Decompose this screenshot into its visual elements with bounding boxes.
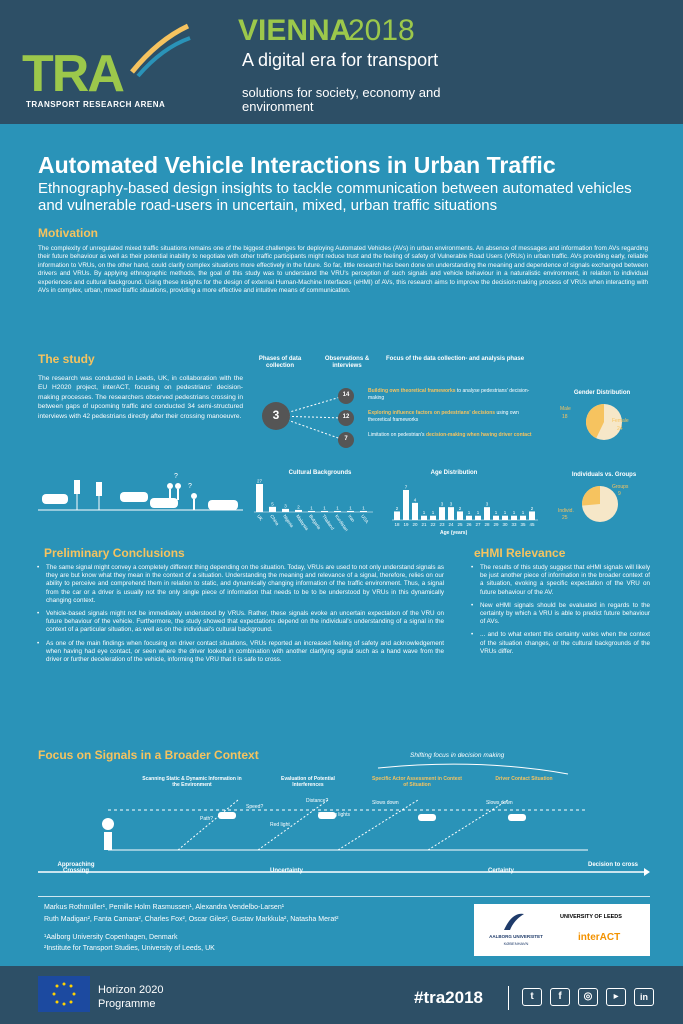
category-label: Kurdistan <box>334 513 350 533</box>
category-label: 45 <box>529 522 535 527</box>
cue-path: Path? <box>200 816 214 822</box>
bar <box>256 484 263 512</box>
programme-label: Programme <box>98 998 156 1010</box>
category-label: 22 <box>430 522 436 527</box>
street-scene-icon <box>38 470 248 520</box>
category-label: 27 <box>475 522 481 527</box>
groups-pie <box>580 484 630 524</box>
bar <box>347 511 354 512</box>
cue-slows-1: Slows down <box>372 800 399 806</box>
authors-line-2: Ruth Madigan², Fanta Camara², Charles Fox², Oscar Giles², Gustav Markkula², Natasha Merat² <box>44 916 339 923</box>
horizon-label: Horizon 2020 <box>98 984 164 996</box>
bar <box>502 516 508 520</box>
bar-value-label: 27 <box>256 478 263 484</box>
bar-value-label: 1 <box>512 510 516 516</box>
bar-value-label: 3 <box>449 501 453 507</box>
focus-shift-label: Shifting focus in decision making <box>410 752 505 759</box>
cue-speed: Speed? <box>246 804 264 810</box>
phase-row-3: Limitation on pedestrian's decision-making when having driver contact <box>368 432 532 438</box>
study-heading: The study <box>38 352 95 366</box>
age-chart-title: Age Distribution <box>430 470 478 476</box>
aau-name: AALBORG UNIVERSITET <box>489 934 543 939</box>
vienna-year: 2018 <box>348 14 415 47</box>
study-text: The research was conducted in Leeds, UK, in collaboration with the EU H2020 project, interACT, focusing on pedestrians' decision-making processes. The researchers observed pedestrians crossing in between gaps of upcoming traffic and conducted 34 semi-structured interviews with 42 pedestrians directly after their crossing manoeuvre. <box>38 375 243 420</box>
bar <box>529 511 535 520</box>
category-label: 35 <box>520 522 526 527</box>
bar-value-label: 2 <box>530 505 534 511</box>
category-label: 26 <box>466 522 472 527</box>
bar <box>269 507 276 512</box>
cue-distance: Distance? <box>306 798 329 804</box>
age-chart <box>392 478 542 534</box>
axis-uncertainty: Uncertainty <box>270 868 304 874</box>
gender-title: Gender Distribution <box>573 390 631 396</box>
category-label: 23 <box>439 522 445 527</box>
phase-row-1: Building own theoretical frameworks to analyse pedestrians' decision-making <box>368 388 530 401</box>
tra-swoosh-icon <box>128 20 192 80</box>
category-label: Thailand <box>321 513 336 531</box>
svg-text:?: ? <box>174 473 178 480</box>
bar <box>511 516 517 520</box>
affiliation-1: ¹Aalborg University Copenhagen, Denmark <box>44 934 178 941</box>
bar-value-label: 3 <box>284 503 287 509</box>
conclusion-item: • The same signal might convey a completely different thing depending on the situation. Today, VRUs are used to not only understand signals as they are but know what they mean in the context of a situation. Understanding the meaning and relevance of a signal, therefore, relies on our ability to perceive and comprehend them in relation to static, and dynamically changing information of the traffic environment. Thus, a signal from the car or a driver is usually not the only single piece of information that needs to be to be understood by VRUs in this dynamically changing context. <box>36 564 444 605</box>
category-label: 24 <box>448 522 454 527</box>
phases-col3: Focus of the data collection- and analysis phase <box>386 356 525 362</box>
bar-value-label: 1 <box>323 505 326 511</box>
conclusion-item: • As one of the main findings when focusing on driver contact situations, VRUs reported an increased feeling of safety and acknowledgement when having had eye contact, or seen where the driver looked in combination with another clarifying signal such as a hand wave from the driver or further deceleration of the vehicle, informing the VRU that it is safe to cross. <box>36 640 444 665</box>
gender-male-label: Male <box>560 406 571 412</box>
bar-value-label: 1 <box>431 510 435 516</box>
tra-subtitle: TRANSPORT RESEARCH ARENA <box>26 100 166 109</box>
stage-1: Scanning Static & Dynamic Information in the Environment <box>142 776 242 788</box>
indiv-label: Individ. <box>558 508 574 514</box>
bar-value-label: 2 <box>395 505 399 511</box>
category-label: UK <box>256 513 264 522</box>
bar <box>282 509 289 512</box>
bar <box>403 490 409 520</box>
category-label: Nigeria <box>282 513 295 529</box>
ehmi-item: • ... and to what extent this certainty varies when the context of the situation changes, or the cultural backgrounds of the VRUs differ. <box>470 631 650 656</box>
phase-n-2: 12 <box>342 414 350 420</box>
phases-col1: Phases of data collection <box>258 356 302 369</box>
age-xlabel: Age (years) <box>440 530 468 536</box>
axis-left: Approaching Crossing <box>57 862 95 874</box>
bar-value-label: 1 <box>336 505 339 511</box>
gender-female-value: 24 <box>617 426 623 432</box>
bar <box>520 516 526 520</box>
bar <box>493 516 499 520</box>
category-label: Iran <box>347 513 356 523</box>
vienna-wordmark: VIENNA <box>238 14 352 47</box>
category-label: Bulgaria <box>308 513 322 531</box>
bar-value-label: 1 <box>349 505 352 511</box>
category-label: USA <box>360 513 370 525</box>
bar <box>394 511 400 520</box>
bar-value-label: 1 <box>503 510 507 516</box>
affiliation-2: ²Institute for Transport Studies, University of Leeds, UK <box>44 945 215 952</box>
bar-value-label: 5 <box>271 501 274 507</box>
bar-value-label: 1 <box>494 510 498 516</box>
cue-slows-2: Slows down <box>486 800 513 806</box>
bar <box>448 507 454 520</box>
divider <box>38 896 650 897</box>
culture-chart <box>252 478 382 534</box>
hashtag: #tra2018 <box>414 988 484 1007</box>
stage-2: Evaluation of Potential Interferences <box>281 776 335 788</box>
leeds-name: UNIVERSITY OF LEEDS <box>560 914 622 920</box>
phase-n-1: 14 <box>342 392 350 398</box>
aau-sub: KØBENHAVN <box>503 941 529 946</box>
bar <box>421 516 427 520</box>
bar-value-label: 1 <box>422 510 426 516</box>
phase-count: 3 <box>272 408 280 422</box>
bar-value-label: 1 <box>467 510 471 516</box>
ehmi-list <box>470 564 650 661</box>
bar-value-label: 4 <box>413 497 417 503</box>
category-label: 25 <box>457 522 463 527</box>
bar <box>439 507 445 520</box>
bar-value-label: 1 <box>521 510 525 516</box>
bar-value-label: 1 <box>310 505 313 511</box>
ehmi-heading: eHMI Relevance <box>474 546 566 560</box>
interact-logo: interACT <box>578 932 621 943</box>
tagline: A digital era for transport <box>242 50 439 70</box>
eu-flag-icon <box>38 976 90 1012</box>
bar <box>430 516 436 520</box>
bar <box>484 507 490 520</box>
category-label: 20 <box>412 522 418 527</box>
gender-female-label: Female <box>612 418 629 424</box>
authors-line-1: Markus Rothmüller¹, Pernille Holm Rasmussen¹, Alexandra Vendelbo-Larsen¹ <box>44 904 285 911</box>
bar <box>308 511 315 512</box>
groups-title: Individuals vs. Groups <box>571 472 637 478</box>
phases-col2: Observations & interviews <box>324 356 370 369</box>
axis-right: Decision to cross <box>588 862 639 868</box>
conclusion-item: • Vehicle-based signals might not be immediately understood by VRUs. Rather, these signals evoke an uncertain expectation of the VRU on future behaviour of the vehicle. Furthermore, the study showed that expectations depend on the individual's understanding of a signal in the context of a particular situation, as well as on the individual's cultural background. <box>36 610 444 635</box>
stage-4: Driver Contact Situation <box>495 776 553 782</box>
groups-label: Groups <box>612 484 629 490</box>
axis-certainty: Certainty <box>488 868 515 874</box>
linkedin-icon[interactable]: in <box>634 988 654 1006</box>
bar <box>457 511 463 520</box>
aau-wave-icon <box>502 910 526 932</box>
category-label: 29 <box>493 522 499 527</box>
category-label: Malaysia <box>295 513 310 532</box>
solutions-text: solutions for society, economy and environment <box>242 85 441 114</box>
bar <box>475 516 481 520</box>
bar <box>466 516 472 520</box>
cue-flashing: Flashing lights <box>318 812 350 818</box>
bar-value-label: 3 <box>440 501 444 507</box>
instagram-icon[interactable]: ◎ <box>578 988 598 1006</box>
indiv-value: 25 <box>562 515 568 521</box>
category-label: 18 <box>394 522 400 527</box>
footer-divider <box>508 986 509 1010</box>
bar <box>334 511 341 512</box>
ehmi-item: • New eHMI signals should be evaluated in regards to the certainty by which a VRU is able to predict future behaviour of AVs. <box>470 602 650 627</box>
category-label: 21 <box>421 522 427 527</box>
bar-value-label: 1 <box>476 510 480 516</box>
culture-chart-title: Cultural Backgrounds <box>288 470 352 476</box>
bar <box>360 511 367 512</box>
motivation-heading: Motivation <box>38 226 98 240</box>
category-label: China <box>269 513 281 527</box>
focus-heading: Focus on Signals in a Broader Context <box>38 748 259 762</box>
tra-logo: TRA <box>22 45 123 103</box>
category-label: 28 <box>484 522 490 527</box>
bar-value-label: 2 <box>297 504 300 510</box>
bar <box>295 510 302 512</box>
bar-value-label: 7 <box>404 484 408 490</box>
stage-3: Specific Actor Assessment in Context of Situation <box>372 776 462 788</box>
bar-value-label: 3 <box>485 501 489 507</box>
twitter-icon[interactable]: t <box>522 988 542 1006</box>
ehmi-item: • The results of this study suggest that eHMI signals will likely be just another piece of information in the broader context of a situation, evoking a specific expectation of the VRU on future behaviour of the AV. <box>470 564 650 597</box>
partner-logos <box>474 904 650 956</box>
category-label: 30 <box>502 522 508 527</box>
category-label: 33 <box>511 522 517 527</box>
bar <box>412 503 418 520</box>
gender-male-value: 18 <box>562 414 568 420</box>
groups-value: 9 <box>618 491 621 497</box>
conclusions-heading: Preliminary Conclusions <box>44 546 185 560</box>
phase-n-3: 7 <box>344 436 348 442</box>
conclusions-list <box>36 564 444 669</box>
youtube-icon[interactable]: ▶ <box>606 988 626 1006</box>
motivation-text: The complexity of unregulated mixed traffic situations remains one of the biggest challenges for deploying Automated Vehicles (AVs) in urban environments. An absence of messages and information from AVs regarding their future behaviour as well as their potential inability to negotiate with other traffic participants might reduce trust and the feeling of safety of Vulnerable Road Users (VRUs) in urban traffic. AVs providing early, reliable information to VRUs, on the other hand, could clarify complex situations more effectively in the future. So far, little research has been done on understanding the meaning and dependence of signals exchanged between drivers and VRUs. By applying ethnographic methods, the goal of this study was to understand the VRU's perception of such signals and vehicle behaviour in a naturalistic environment, in relation to individual experiences and cultural background. Using these insights for the design of external Human-Machine Interfaces (eHMI) of AVs, this research aims to improve the decision-making process of VRUs when interacting with AVs in complex, urban, mixed traffic situations, providing a more effective and intuitive means of communication. <box>38 245 648 295</box>
bar <box>321 511 328 512</box>
poster-title: Automated Vehicle Interactions in Urban Traffic <box>38 152 556 178</box>
facebook-icon[interactable]: f <box>550 988 570 1006</box>
bar-value-label: 1 <box>362 505 365 511</box>
category-label: 19 <box>403 522 409 527</box>
phase-row-2: Exploring influence factors on pedestrians' decisions using own theoretical frameworks <box>368 410 519 423</box>
bar-value-label: 2 <box>458 505 462 511</box>
svg-text:?: ? <box>188 483 192 490</box>
poster-subtitle: Ethnography-based design insights to tackle communication between automated vehicles and vulnerable road-users in uncertain, mixed, urban traffic situations <box>38 180 632 214</box>
cue-red-light: Red light <box>270 822 290 828</box>
